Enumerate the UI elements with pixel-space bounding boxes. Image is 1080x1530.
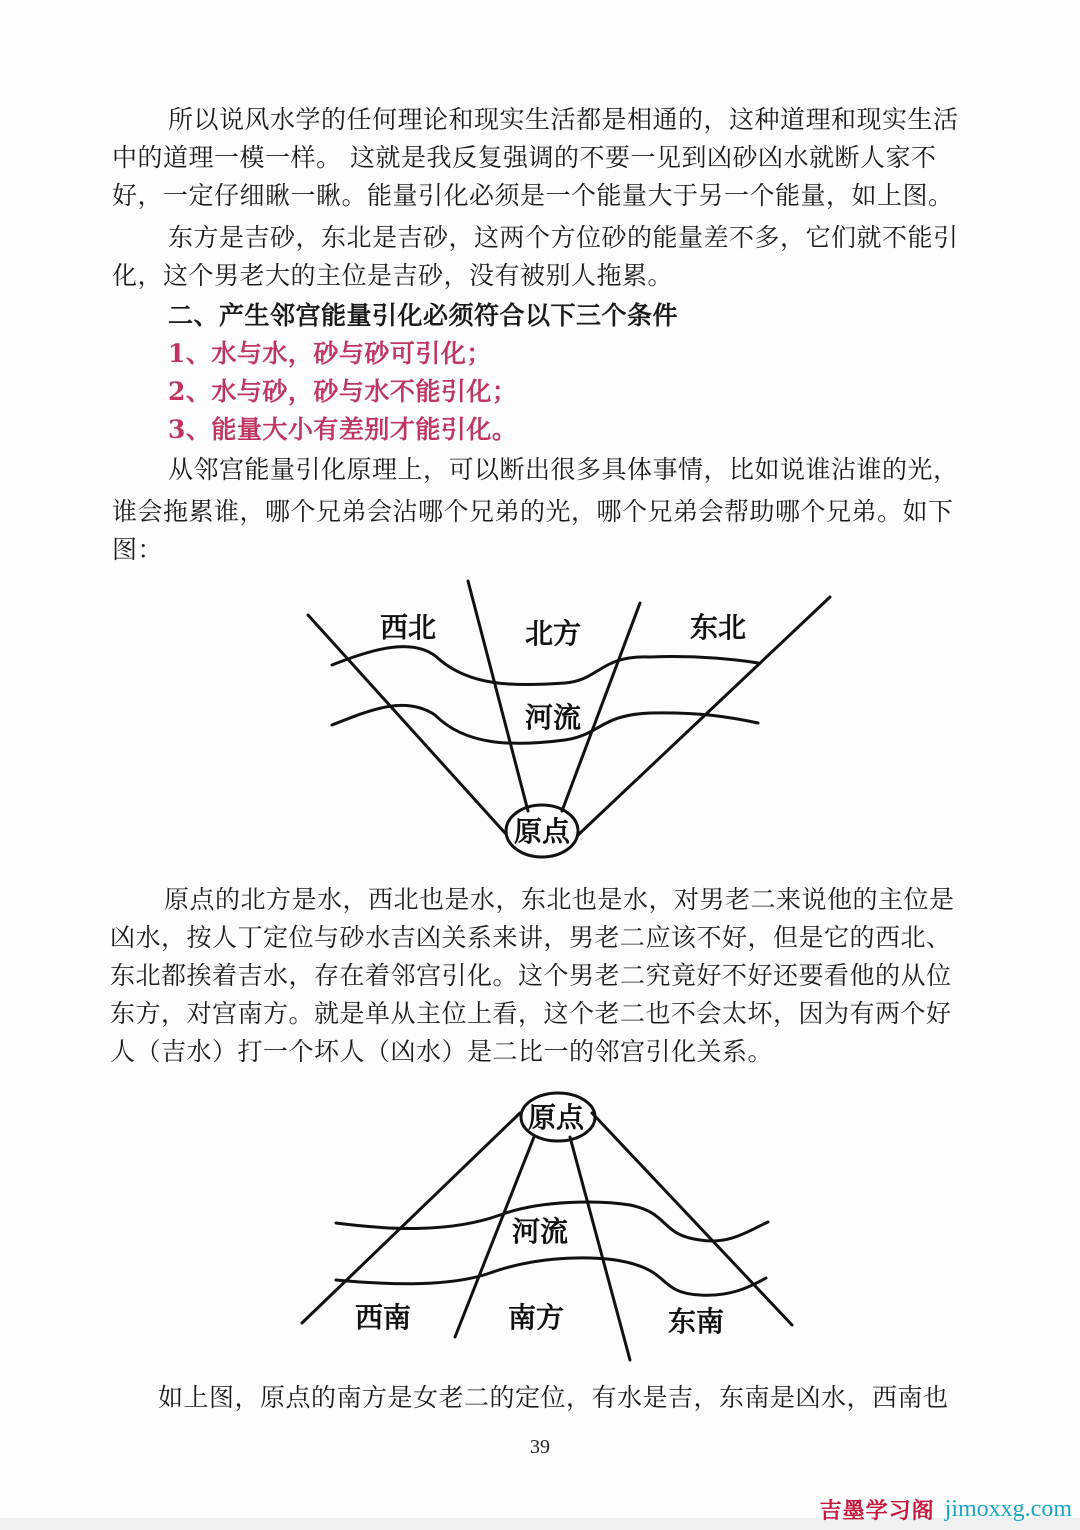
paragraph4-line-2: 凶水，按人丁定位与砂水吉凶关系来讲，男老二应该不好，但是它的西北、 (110, 923, 952, 952)
watermark (820, 1494, 1072, 1524)
paragraph3-line-1: 从邻宫能量引化原理上，可以断出很多具体事情，比如说谁沾谁的光， (168, 455, 959, 484)
label-origin: 原点 (514, 815, 571, 848)
label-southeast: 东南 (668, 1305, 725, 1338)
label-origin: 原点 (528, 1101, 585, 1134)
river-lower-bank (336, 1258, 766, 1295)
paragraph4-line-1: 原点的北方是水，西北也是水，东北也是水，对男老二来说他的主位是 (164, 885, 955, 914)
label-south: 南方 (508, 1301, 565, 1334)
condition-item-3: 3、能量大小有差别才能引化。 (168, 415, 518, 444)
river-upper-bank (332, 647, 758, 685)
paragraph4-line-3: 东北都挨着吉水，存在着邻宫引化。这个男老二究竟好不好还要看他的从位 (110, 961, 952, 990)
condition-item-2: 2、水与砂，砂与水不能引化； (168, 377, 518, 406)
diagram-south-river (300, 1085, 820, 1375)
label-northwest: 西北 (380, 611, 437, 644)
paragraph3-line-3: 图： (112, 535, 164, 564)
label-southwest: 西南 (355, 1301, 412, 1334)
section-heading: 二、产生邻宫能量引化必须符合以下三个条件 (168, 301, 679, 330)
label-north: 北方 (525, 617, 582, 650)
ray-north-left (468, 581, 528, 811)
watermark-domain: jimoxxg.com (944, 1495, 1072, 1522)
paragraph1-line-1: 所以说风水学的任何理论和现实生活都是相通的，这种道理和现实生活 (168, 105, 959, 134)
paragraph5-line-1: 如上图，原点的南方是女老二的定位，有水是吉，东南是凶水，西南也 (158, 1383, 949, 1412)
paragraph2-line-2: 化，这个男老大的主位是吉砂，没有被别人拖累。 (112, 261, 674, 290)
paragraph3-line-2: 谁会拖累谁，哪个兄弟会沾哪个兄弟的光，哪个兄弟会帮助哪个兄弟。如下 (112, 497, 954, 526)
label-river: 河流 (512, 1215, 569, 1248)
watermark-chinese: 吉墨学习阁 (819, 1498, 935, 1524)
condition-item-1: 1、水与水，砂与砂可引化； (168, 339, 492, 368)
page-number: 39 (530, 1436, 550, 1458)
ray-south-right (570, 1137, 630, 1360)
label-river: 河流 (525, 701, 582, 734)
paragraph1-line-2: 中的道理一模一样。 这就是我反复强调的不要一见到凶砂凶水就断人家不 (112, 143, 937, 172)
paragraph4-line-5: 人（吉水）打一个坏人（凶水）是二比一的邻宫引化关系。 (110, 1037, 774, 1066)
paragraph4-line-4: 东方，对宫南方。就是单从主位上看，这个老二也不会太坏，因为有两个好 (110, 999, 952, 1028)
diagram-north-river (300, 575, 840, 865)
label-northeast: 东北 (690, 611, 747, 644)
paragraph2-line-1: 东方是吉砂，东北是吉砂，这两个方位砂的能量差不多，它们就不能引 (168, 223, 959, 252)
paragraph1-line-3: 好，一定仔细瞅一瞅。能量引化必须是一个能量大于另一个能量，如上图。 (112, 181, 954, 210)
